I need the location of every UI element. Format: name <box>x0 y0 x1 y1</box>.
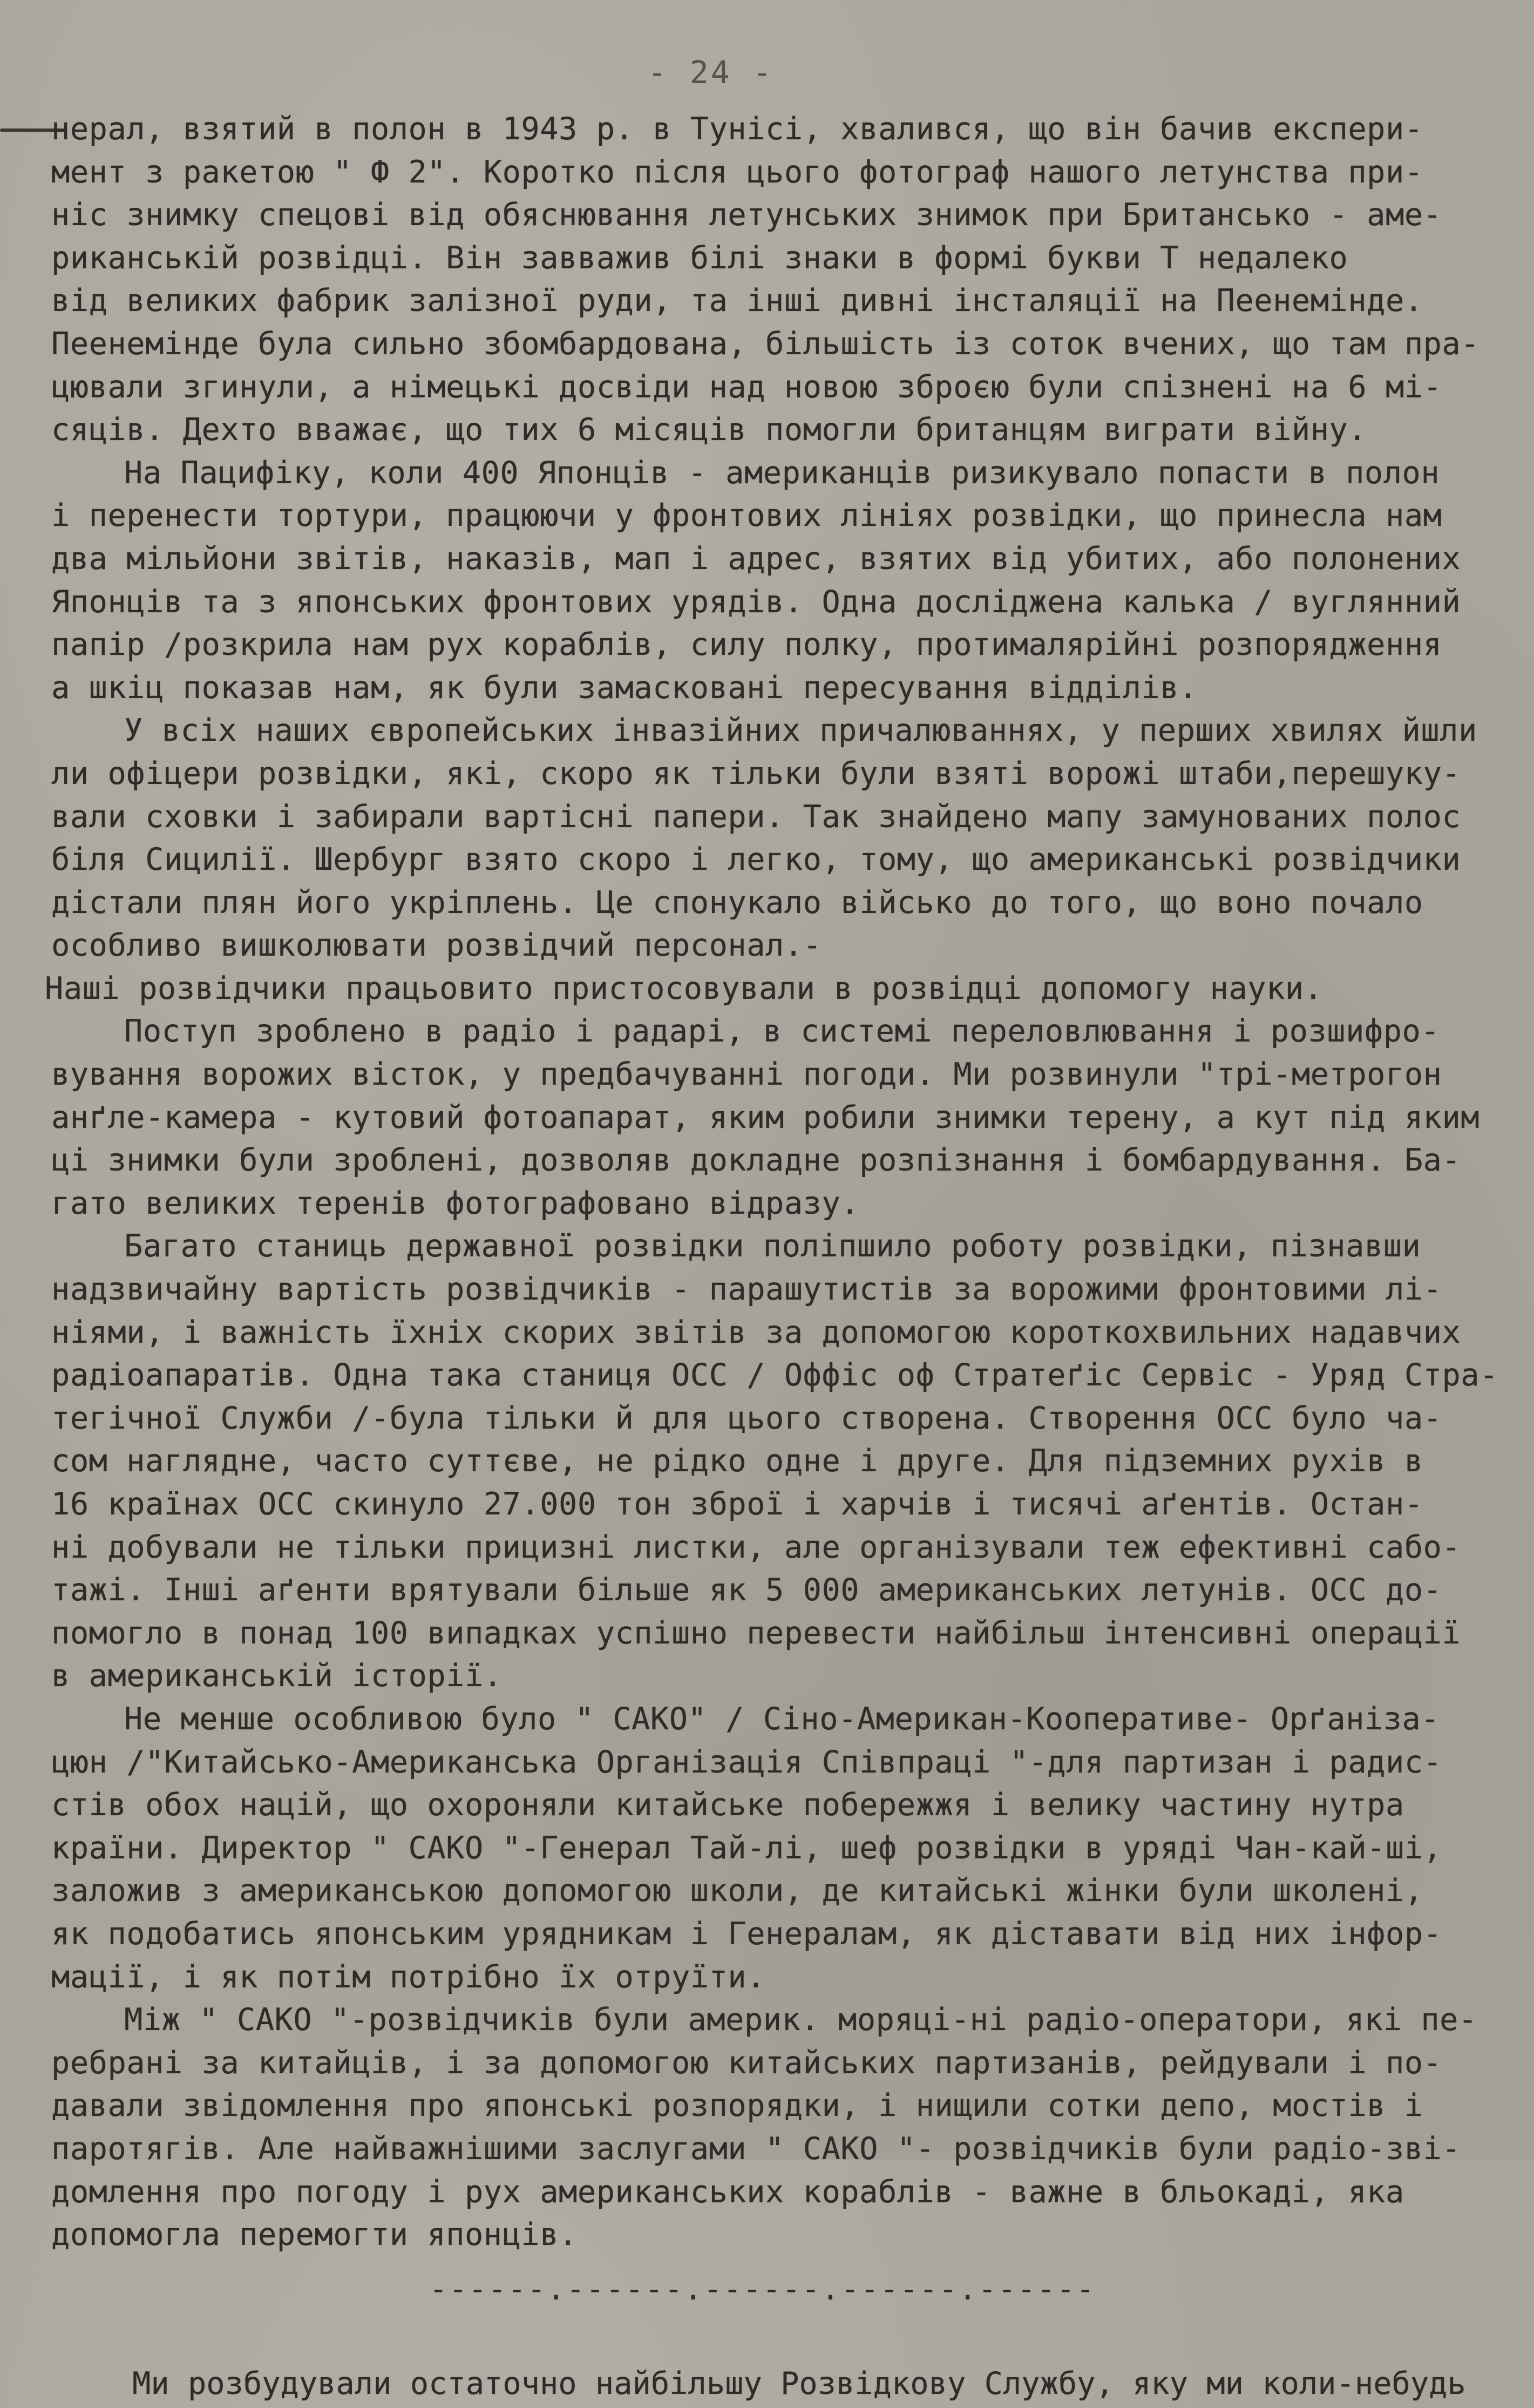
text-line: біля Сицилії. Шербург взято скоро і легко, тому, що американські розвідчики <box>51 842 1461 878</box>
text-line: домлення про погоду і рух американських кораблів - важне в бльокаді, яка <box>51 2174 1404 2210</box>
text-line: ніс знимку спецові від обяснювання летунських знимок при Британсько - аме- <box>51 197 1442 233</box>
text-line: ли офіцери розвідки, які, скоро як тільки були взяті ворожі штаби,перешуку- <box>51 755 1461 792</box>
text-line: допомогла перемогти японців. <box>51 2217 578 2253</box>
text-line: 16 країнах ОСС скинуло 27.000 тон зброї і харчів і тисячі аґентів. Остан- <box>51 1486 1423 1522</box>
text-line: цювали згинули, а німецькі досвіди над новою зброєю були спізнені на 6 мі- <box>51 369 1442 405</box>
text-line: вали сховки і забирали вартісні папери. Так знайдено мапу замунованих полос <box>51 799 1461 835</box>
body-text <box>45 108 1498 2408</box>
text-line: радіоапаратів. Одна така станиця ОСС / Оффіс оф Стратеґіс Сервіс - Уряд Стра- <box>51 1357 1498 1394</box>
text-line: Багато станиць державної розвідки поліпшило роботу розвідки, пізнавши <box>124 1228 1421 1264</box>
text-line: ребрані за китайців, і за допомогою китайських партизанів, рейдували і по- <box>51 2045 1442 2081</box>
text-line: і перенести тортури, працюючи у фронтових лініях розвідки, що принесла нам <box>51 498 1442 534</box>
text-line: а шкіц показав нам, як були замасковані пересування відділів. <box>51 669 1198 706</box>
text-line: помогло в понад 100 випадках успішно перевести найбільш інтенсивні операції <box>51 1615 1461 1651</box>
text-line: папір /розкрила нам рух кораблів, силу полку, протималярійні розпорядження <box>51 627 1442 663</box>
text-line: ні добували не тільки прицизні листки, але організували теж ефективні сабо- <box>51 1529 1461 1565</box>
text-line: два мільйони звітів, наказів, мап і адрес, взятих від убитих, або полонених <box>51 540 1461 577</box>
text-line: Поступ зроблено в радіо і радарі, в системі переловлювання і розшифро- <box>124 1013 1440 1050</box>
text-line: дістали плян його укріплень. Це спонукало військо до того, що воно почало <box>51 884 1423 921</box>
text-line: від великих фабрик залізної руди, та інші дивні інсталяції на Пеенемінде. <box>51 283 1423 319</box>
text-line: мації, і як потім потрібно їх отруїти. <box>51 1959 766 1995</box>
text-line: надзвичайну вартість розвідчиків - парашутистів за ворожими фронтовими лі- <box>51 1271 1442 1308</box>
text-line: особливо вишколювати розвідчий персонал.- <box>51 928 822 964</box>
text-line: риканській розвідці. Він завважив білі знаки в формі букви Т недалеко <box>51 240 1348 276</box>
text-line: гато великих теренів фотографовано відразу. <box>51 1185 860 1221</box>
text-line: Пеенемінде була сильно збомбардована, більшість із соток вчених, що там пра- <box>51 326 1480 362</box>
text-line: давали звідомлення про японські розпорядки, і нищили сотки депо, мостів і <box>51 2088 1423 2124</box>
final-line: Ми розбудували остаточно найбільшу Розвідкову Службу, яку ми коли-небудь <box>132 2365 1466 2402</box>
text-line: ніями, і важність їхніх скорих звітів за допомогою короткохвильних надавчих <box>51 1314 1461 1350</box>
text-line: Японців та з японських фронтових урядів. Одна досліджена калька / вуглянний <box>51 584 1461 620</box>
text-line: Не менше особливою було " САКО" / Сіно-Американ-Кооперативе- Орґаніза- <box>124 1701 1440 1737</box>
text-line: цюн /"Китайсько-Американська Організація Співпраці "-для партизан і радис- <box>51 1744 1442 1780</box>
text-line: У всіх наших європейських інвазійних причалюваннях, у перших хвилях йшли <box>124 713 1477 749</box>
text-line: тажі. Інші аґенти врятували більше як 5 000 американських летунів. ОСС до- <box>51 1572 1442 1608</box>
text-line: мент з ракетою " Ф 2". Коротко після цього фотограф нашого летунства при- <box>51 154 1423 190</box>
text-line: паротягів. Але найважнішими заслугами " САКО "- розвідчиків були радіо-зві- <box>51 2130 1461 2167</box>
text-line: Між " САКО "-розвідчиків були америк. моряці-ні радіо-оператори, які пе- <box>124 2002 1477 2038</box>
text-line: анґле-камера - кутовий фотоапарат, яким робили знимки терену, а кут під яким <box>51 1099 1480 1135</box>
text-line: стів обох націй, що охороняли китайське побережжя і велику частину нутра <box>51 1787 1404 1823</box>
text-line: Наші розвідчики працьовито пристосовували в розвідці допомогу науки. <box>45 970 1323 1006</box>
spacer <box>51 2322 1487 2359</box>
text-line: нерал, взятий в полон в 1943 р. в Тунісі, хвалився, що він бачив експери- <box>51 111 1423 147</box>
text-line: як подобатись японським урядникам і Генералам, як діставати від них інфор- <box>51 1916 1442 1952</box>
text-line: На Пацифіку, коли 400 Японців - американців ризикувало попасти в полон <box>124 455 1440 491</box>
text-line: вування ворожих вісток, у предбачуванні погоди. Ми розвинули "трі-метрогон <box>51 1057 1442 1093</box>
section-separator: ------.------.------.------.------ <box>429 2271 1096 2307</box>
text-line: сом наглядне, часто суттєве, не рідко одне і друге. Для підземних рухів в <box>51 1443 1423 1479</box>
text-line: країни. Директор " САКО "-Генерал Тай-лі, шеф розвідки в уряді Чан-кай-ші, <box>51 1830 1442 1866</box>
text-line: ці знимки були зроблені, дозволяв докладне розпізнання і бомбардування. Ба- <box>51 1142 1461 1179</box>
text-line: заложив з американською допомогою школи, де китайські жінки були школені, <box>51 1873 1423 1909</box>
page-number: - 24 - <box>648 54 774 91</box>
text-line: тегічної Служби /-була тільки й для цього створена. Створення ОСС було ча- <box>51 1400 1442 1436</box>
text-line: в американській історії. <box>51 1658 503 1694</box>
text-line: сяців. Дехто вважає, що тих 6 місяців помогли британцям виграти війну. <box>51 412 1367 448</box>
